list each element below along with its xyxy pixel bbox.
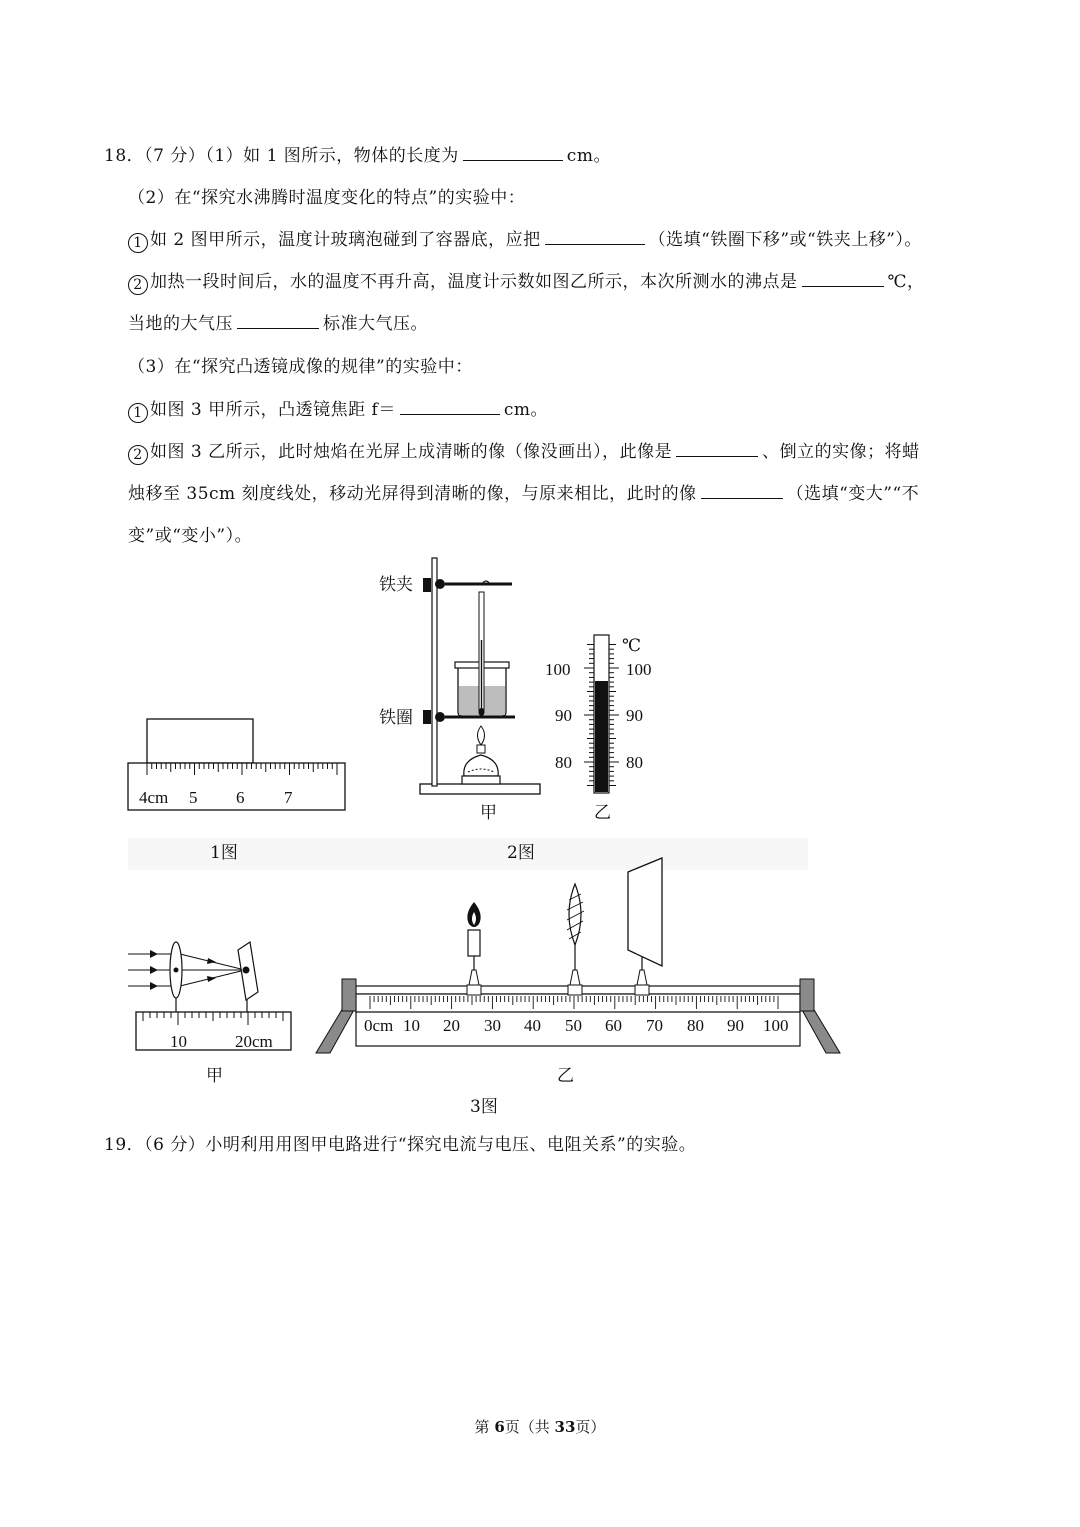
label-jia: 甲 bbox=[480, 803, 497, 823]
q18-part2-2-text: 加热一段时间后，水的温度不再升高，温度计示数如图乙所示，本次所测水的沸点是 bbox=[150, 272, 798, 292]
candle-holder bbox=[467, 985, 481, 995]
ruler-label: 7 bbox=[284, 788, 293, 807]
focal-ruler-label: 10 bbox=[170, 1032, 187, 1051]
q18-part2-2-tail: 标准大气压。 bbox=[323, 314, 428, 334]
footer-mid: 页（共 bbox=[504, 1418, 555, 1436]
q18-part3-2-end: 变”或“变小”）。 bbox=[128, 526, 253, 546]
q19-text: 19．（6 分）小明利用用图甲电路进行“探究电流与电压、电阻关系”的实验。 bbox=[104, 1135, 697, 1155]
figure-1-caption: 1图 bbox=[210, 843, 238, 863]
bench-label: 20 bbox=[443, 1016, 460, 1035]
candle-stand bbox=[469, 970, 479, 985]
ruler-label: 4cm bbox=[139, 788, 169, 807]
thermometer-label-right: 90 bbox=[626, 706, 643, 725]
q18-part3-1-unit: cm。 bbox=[503, 400, 548, 420]
lamp-base bbox=[462, 776, 500, 784]
thermometer-label-right: 100 bbox=[626, 660, 652, 679]
thermometer-bulb bbox=[479, 708, 485, 716]
lens-center bbox=[174, 968, 179, 973]
stand-rod bbox=[432, 558, 437, 786]
q18-part2-1-tail: （选填“铁圈下移”或“铁夹上移”）。 bbox=[648, 230, 922, 250]
bench-label: 0cm bbox=[364, 1016, 394, 1035]
screen-stand bbox=[637, 970, 647, 985]
lamp-neck bbox=[477, 745, 485, 753]
circled-number-1: 1 bbox=[128, 403, 148, 423]
thermometer-column bbox=[595, 681, 608, 792]
label-yi: 乙 bbox=[557, 1066, 574, 1086]
thermometer-label-left: 90 bbox=[555, 706, 572, 725]
q18-part3-1-text: 如图 3 甲所示，凸透镜焦距 f＝ bbox=[150, 400, 396, 420]
q19-line bbox=[104, 1130, 696, 1155]
candle bbox=[468, 930, 480, 956]
figure-2-apparatus bbox=[420, 558, 540, 794]
bench-end-left bbox=[342, 979, 356, 1011]
q18-part3-2-text: 如图 3 乙所示，此时烛焰在光屏上成清晰的像（像没画出），此像是 bbox=[150, 442, 673, 462]
label-iron-ring: 铁圈 bbox=[379, 708, 413, 728]
focal-ruler-label: 20cm bbox=[235, 1032, 273, 1051]
ruler-label: 5 bbox=[189, 788, 198, 807]
label-yi: 乙 bbox=[594, 803, 611, 823]
q18-part3-intro: （3）在“探究凸透镜成像的规律”的实验中： bbox=[128, 357, 473, 377]
q18-part2-1-text: 如 2 图甲所示，温度计玻璃泡碰到了容器底，应把 bbox=[150, 230, 541, 250]
q18-part2-2-unit: ℃， bbox=[887, 272, 925, 292]
label-iron-clamp: 铁夹 bbox=[379, 575, 413, 595]
bench-label: 50 bbox=[565, 1016, 582, 1035]
ring-joint bbox=[423, 710, 431, 724]
bench-label: 10 bbox=[403, 1016, 420, 1035]
ring-knob bbox=[435, 712, 445, 722]
screen-holder bbox=[635, 985, 649, 995]
thermometer-unit: ℃ bbox=[622, 636, 642, 656]
bench-label: 70 bbox=[646, 1016, 663, 1035]
bench-label: 90 bbox=[727, 1016, 744, 1035]
q18-part2-intro: （2）在“探究水沸腾时温度变化的特点”的实验中： bbox=[128, 188, 526, 208]
ray-arrow bbox=[207, 958, 216, 964]
ray-arrow bbox=[150, 950, 158, 958]
page-footer bbox=[0, 1416, 1080, 1437]
ray-arrow bbox=[150, 982, 158, 990]
bench-label: 30 bbox=[484, 1016, 501, 1035]
measured-block bbox=[147, 719, 253, 763]
flame bbox=[478, 726, 485, 745]
bench-label: 100 bbox=[763, 1016, 789, 1035]
ray-arrow bbox=[207, 976, 216, 982]
alcohol-lamp bbox=[464, 755, 498, 776]
bench-leg-right bbox=[801, 1008, 840, 1053]
bench-leg-left bbox=[316, 1008, 355, 1053]
total-pages: 33 bbox=[554, 1418, 576, 1436]
focal-spot bbox=[243, 967, 250, 974]
footer-suffix: 页） bbox=[575, 1418, 606, 1436]
clamp-joint bbox=[423, 578, 431, 592]
bench-label: 40 bbox=[524, 1016, 541, 1035]
circled-number-1: 1 bbox=[128, 233, 148, 253]
bench-label: 80 bbox=[687, 1016, 704, 1035]
label-jia: 甲 bbox=[206, 1066, 223, 1086]
q18-part3-2-tail: （选填“变大”“不 bbox=[786, 484, 920, 504]
thermometer-label-left: 100 bbox=[545, 660, 571, 679]
stand-base bbox=[420, 784, 540, 794]
thermometer-label-left: 80 bbox=[555, 753, 572, 772]
bench-label: 60 bbox=[605, 1016, 622, 1035]
figure-2-thermometer bbox=[584, 635, 619, 793]
q18-head-unit: cm。 bbox=[566, 146, 611, 166]
figure-1 bbox=[128, 719, 345, 810]
lens-stand bbox=[570, 970, 580, 985]
q18-part2-2-cont: 当地的大气压 bbox=[128, 314, 233, 334]
ray-arrow bbox=[150, 966, 158, 974]
figure-2-caption: 2图 bbox=[507, 843, 535, 863]
q18-head: 18．（7 分）（1）如 1 图所示，物体的长度为 bbox=[104, 146, 459, 166]
bench-light-screen bbox=[628, 858, 662, 966]
clamp-knob bbox=[435, 579, 445, 589]
thermometer-label-right: 80 bbox=[626, 753, 643, 772]
circled-number-2: 2 bbox=[128, 445, 148, 465]
footer-prefix: 第 bbox=[474, 1418, 495, 1436]
ruler-label: 6 bbox=[236, 788, 245, 807]
lens-holder bbox=[568, 985, 582, 995]
circled-number-2: 2 bbox=[128, 275, 148, 295]
page-number: 6 bbox=[494, 1418, 505, 1436]
figure-3-caption: 3图 bbox=[470, 1097, 498, 1117]
bench-end-right bbox=[800, 979, 814, 1011]
q18-part3-2-cont: 烛移至 35cm 刻度线处，移动光屏得到清晰的像，与原来相比，此时的像 bbox=[128, 484, 697, 504]
q18-part3-2-mid: 、倒立的实像；将蜡 bbox=[762, 442, 920, 462]
